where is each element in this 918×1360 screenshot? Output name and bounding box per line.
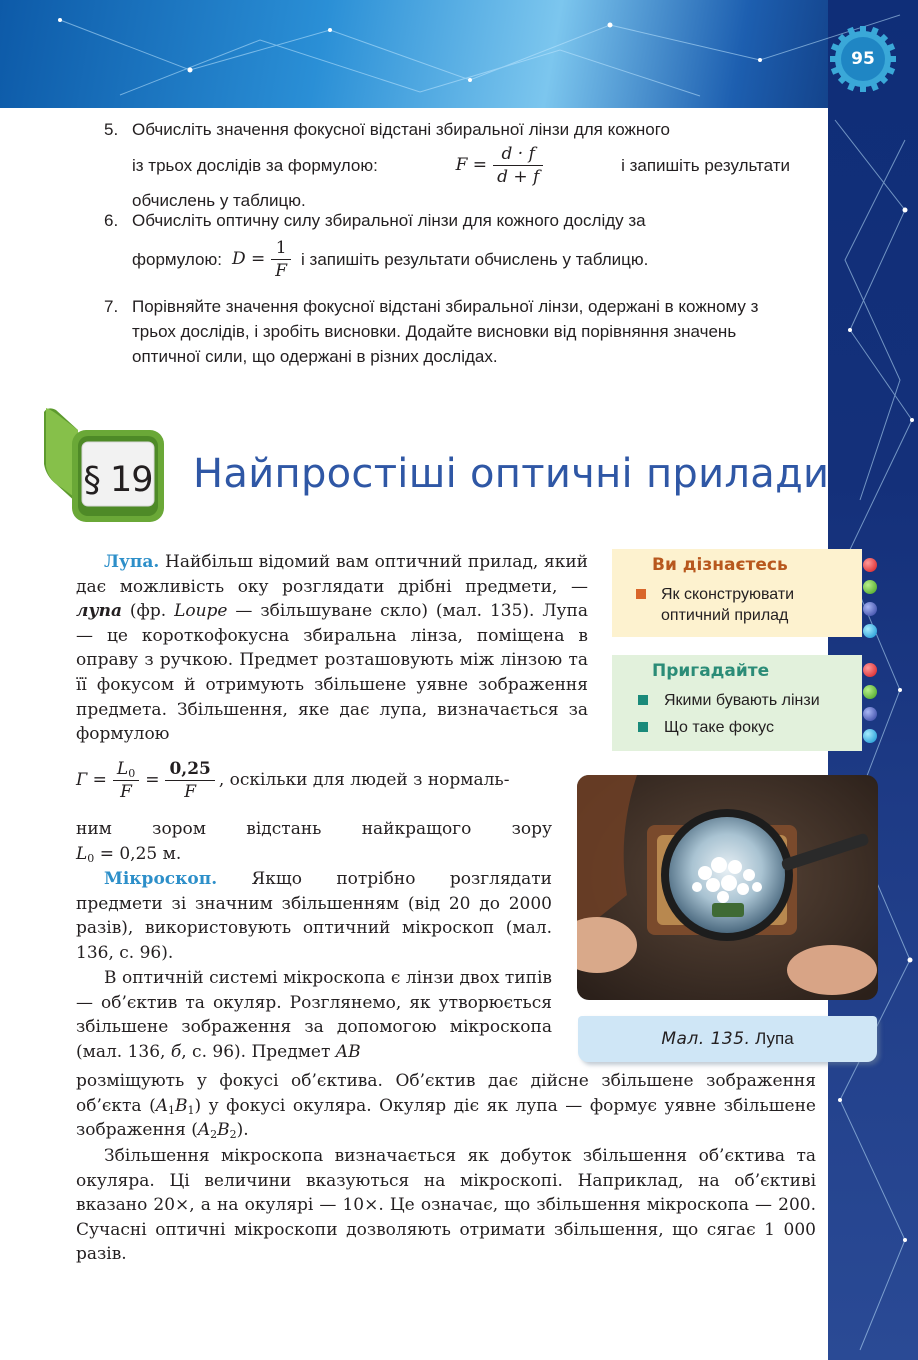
paragraph-lupa-end <box>76 817 552 842</box>
text-run: 2 <box>210 1128 218 1142</box>
task-text: обчислень у таблицю. <box>132 191 306 210</box>
text-run: , оскільки для людей з нормаль- <box>218 770 510 790</box>
recall-box <box>612 655 862 751</box>
formula-lhs: D = <box>231 248 266 269</box>
task-text: і запишіть результати обчислень у таблицю. <box>301 249 649 269</box>
task-number: 5. <box>104 120 119 139</box>
text-run: AB <box>335 1041 361 1062</box>
paragraph-lupa-end-2 <box>76 842 552 867</box>
text-run: лупа <box>76 601 122 622</box>
text-run: , с. 96). Предмет <box>181 1041 331 1062</box>
magnifier-image <box>577 775 878 1000</box>
paragraph-microscope <box>76 867 552 965</box>
paragraph-lupa <box>76 550 588 747</box>
text-run: = <box>145 770 160 790</box>
formula-fraction <box>493 143 543 188</box>
text-run: ) у фокусі окуляра. Окуляр діє як лупа — формує уявне збільшене зображення ( <box>76 1095 816 1141</box>
formula-numerator: 1 <box>271 237 291 260</box>
text-run: розміщують у фокусі об’єктива. Об’єктив дає дійсне збільшене зображення об’єкта ( <box>76 1071 816 1116</box>
learn-item-text: Як сконструювати оптичний прилад <box>661 586 795 624</box>
text-run: ним зором відстань найкращого зору <box>76 819 552 839</box>
text-run: A <box>155 1095 168 1116</box>
text-run: = 0,25 м. <box>94 844 182 864</box>
term-lupa: Лупа. <box>104 552 160 572</box>
text-run: б <box>170 1041 182 1062</box>
section-title: Найпростіші оптичні прилади <box>193 451 830 497</box>
formula-fraction <box>165 758 214 803</box>
text-run: B <box>175 1095 188 1116</box>
text-run: B <box>217 1120 230 1141</box>
task-number: 6. <box>104 211 119 230</box>
caption-text: Лупа <box>755 1029 794 1048</box>
page-number: 95 <box>851 49 875 69</box>
task-item <box>104 208 790 285</box>
text-run: — збільшуване скло) (мал. 135). Лупа — це короткофокусна збиральна лінза, поміщена в оправу з ручкою. Предмет розташовують між лінзою та її фокусом й отримують збільшене уявне зображення предмета. Збільшення, яке дає лупа, визначається за формулою <box>76 601 589 745</box>
square-bullet-icon <box>638 722 648 732</box>
text-run: 1 <box>168 1103 175 1117</box>
term-microscope: Мікроскоп. <box>104 869 218 889</box>
caption-number: Мал. 135. <box>661 1029 751 1049</box>
formula-denominator: F <box>275 260 288 281</box>
paragraph-microscope-optics <box>76 966 552 1064</box>
text-run: ). <box>236 1120 249 1141</box>
formula-numerator: 0,25 <box>165 758 214 781</box>
recall-item <box>612 687 862 711</box>
task-text: і запишіть результати <box>621 155 790 175</box>
square-bullet-icon <box>636 589 646 599</box>
formula <box>456 143 544 188</box>
magnifier-photo <box>577 775 878 1000</box>
text-run: Найбільш відомий вам оптичний прилад, який дає можливість оку розглядати дрібні предмети, — <box>76 552 588 597</box>
recall-item-text: Що таке фокус <box>664 719 774 736</box>
learn-item <box>612 581 862 626</box>
text-run: В оптичній системі мікроскопа є лінзи двох типів — об’єктив та окуляр. Розглянемо, як утворюється збільшене зображення за допомогою мікроскопа (мал. 136, <box>76 968 552 1062</box>
text-run: 1 <box>187 1103 195 1117</box>
formula-numerator: d · f <box>493 143 543 166</box>
learn-box-title: Ви дізнаєтесь <box>652 555 788 575</box>
text-run: L <box>76 844 88 864</box>
section-number: § 19 <box>83 460 153 500</box>
task-text: Порівняйте значення фокусної відстані збиральної лінзи, одержані в кожному з трьох дослідів, і зробіть висновки. Додайте висновки від порівняння значень оптичної сили, що одержані в різних дослідах. <box>132 297 759 366</box>
figure-caption <box>578 1016 877 1062</box>
text-run: (фр. <box>129 601 167 622</box>
magnification-formula <box>76 750 556 810</box>
formula-lhs: F = <box>455 154 488 175</box>
color-dots <box>863 663 879 751</box>
paragraph-objective <box>76 1069 816 1143</box>
recall-item <box>612 711 862 738</box>
formula-denominator: F <box>184 781 197 802</box>
square-bullet-icon <box>638 695 648 705</box>
text-run: 2 <box>229 1128 237 1142</box>
formula-denominator: F <box>120 781 132 802</box>
text-run: 0 <box>87 852 95 865</box>
formula-numerator <box>113 758 139 781</box>
task-text: формулою: <box>132 249 222 269</box>
task-text: Обчисліть значення фокусної відстані збиральної лінзи для кожного <box>132 120 670 139</box>
recall-item-text: Якими бувають лінзи <box>664 692 820 709</box>
text-run: L <box>116 758 129 779</box>
text-run: Loupe <box>174 601 228 622</box>
recall-box-title: Пригадайте <box>652 661 770 681</box>
text-run: 0 <box>128 766 136 780</box>
task-item <box>104 294 790 369</box>
formula-fraction <box>271 237 291 282</box>
task-text: Обчисліть оптичну силу збиральної лінзи для кожного досліду за <box>132 211 646 230</box>
text-run: Збільшення мікроскопа визначається як добуток збільшення об’єктива та окуляра. Ці величини вказуються на мікроскопі. Наприклад, на об’єктиві вказано 20×, а на окулярі — 10×. Це означає, що збільшення мікроскопа — 200. Сучасні оптичні мікроскопи дозволяють отримати збільшення, що сягає 1 000 разів. <box>76 1146 816 1265</box>
task-text: із трьох дослідів за формулою: <box>132 155 378 175</box>
formula-lhs: Г = <box>76 770 107 790</box>
color-dots <box>863 558 879 646</box>
text-run: A <box>197 1120 211 1141</box>
formula-fraction <box>113 758 139 803</box>
task-number: 7. <box>104 297 119 316</box>
task-item <box>104 117 790 213</box>
formula-denominator: d + f <box>497 166 540 187</box>
learn-box <box>612 549 862 637</box>
paragraph-magnification <box>76 1144 816 1267</box>
text-run: Якщо потрібно розглядати предмети зі значним збільшенням (від 20 до 2000 разів), використовують оптичний мікроскоп (мал. 136, с. 96). <box>76 869 553 963</box>
